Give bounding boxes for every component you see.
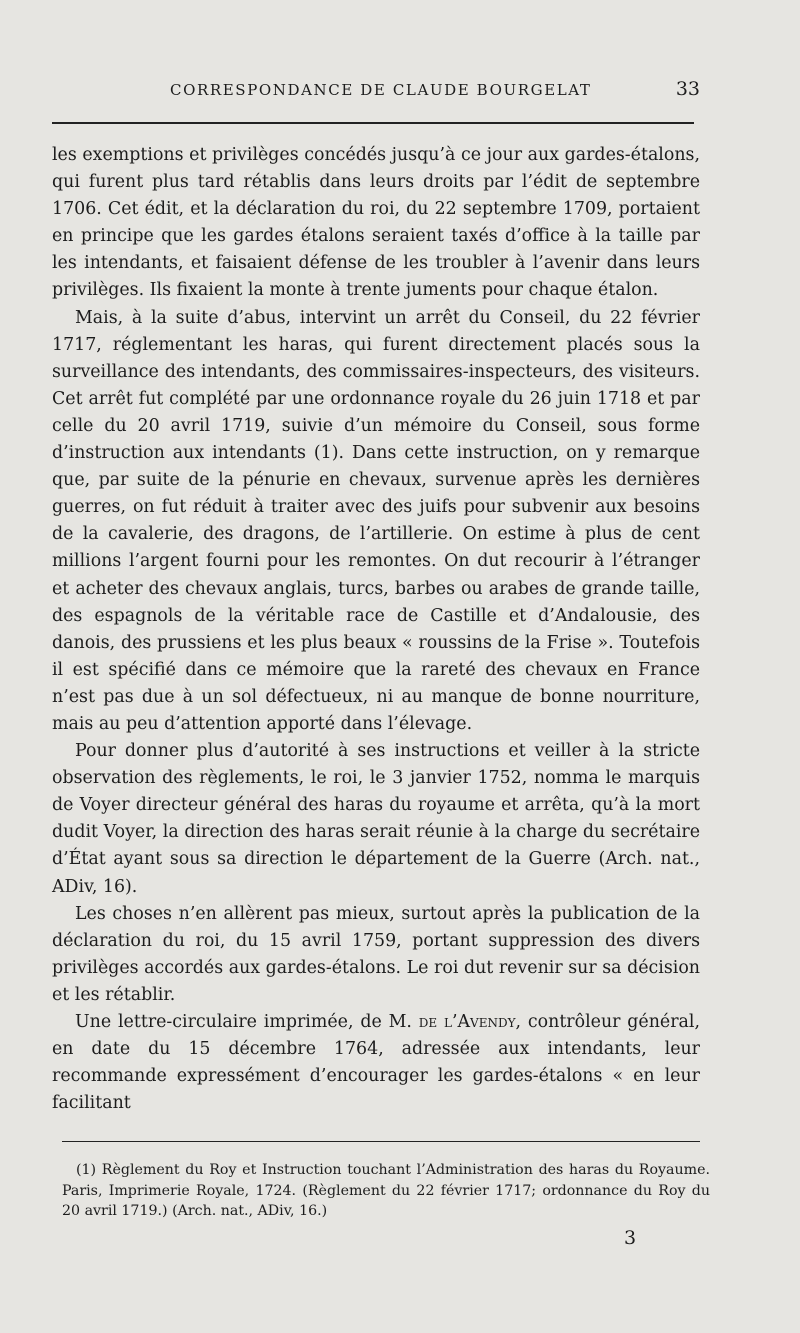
paragraph-text: , contrôleur général, en date du 15 décembre 1764, adressée aux intendants, leur recommande expressément d’encourager les gardes-étalons « en leur facilitant	[52, 1012, 700, 1114]
paragraph-last	[52, 1009, 700, 1117]
footnote-rule	[62, 1141, 700, 1142]
person-name: de l’Avendy	[418, 1012, 516, 1032]
page-number: 33	[675, 78, 700, 100]
header-rule	[52, 122, 694, 124]
paragraph: Mais, à la suite d’abus, intervint un arrêt du Conseil, du 22 février 1717, réglementant les haras, qui furent directement placés sous la surveillance des intendants, des commissaires-inspecteurs, des visiteurs. Cet arrêt fut complété par une ordonnance royale du 26 juin 1718 et par celle du 20 avril 1719, suivie d’un mémoire du Conseil, sous forme d’instruction aux intendants (1). Dans cette instruction, on y remarque que, par suite de la pénurie en chevaux, survenue après les dernières guerres, on fut réduit à traiter avec des juifs pour subvenir aux besoins de la cavalerie, des dragons, de l’artillerie. On estime à plus de cent millions l’argent fourni pour les remontes. On dut recourir à l’étranger et acheter des chevaux anglais, turcs, barbes ou arabes de grande taille, des espagnols de la véritable race de Castille et d’Andalousie, des danois, des prussiens et les plus beaux « roussins de la Frise ». Toutefois il est spécifié dans ce mémoire que la rareté des chevaux en France n’est pas due à un sol défectueux, ni au manque de bonne nourriture, mais au peu d’attention apporté dans l’élevage.	[52, 307, 700, 734]
body-text	[52, 142, 700, 1117]
footnote: (1) Règlement du Roy et Instruction touchant l’Administration des haras du Royaume. Paris, Imprimerie Royale, 1724. (Règlement du 22 février 1717; ordonnance du Roy du 20 avril 1719.) (Arch. nat., ADiv, 16.)	[62, 1162, 710, 1219]
signature-mark: 3	[624, 1227, 637, 1249]
paragraph-text: Une lettre-circulaire imprimée, de M.	[75, 1012, 419, 1032]
paragraph: les exemptions et privilèges concédés jusqu’à ce jour aux gardes-étalons, qui furent plus tard rétablis dans leurs droits par l’édit de septembre 1706. Cet édit, et la déclaration du roi, du 22 septembre 1709, portaient en principe que les gardes étalons seraient taxés d’office à la taille par les intendants, et faisaient défense de les troubler à l’avenir dans leurs privilèges. Ils fixaient la monte à trente juments pour chaque étalon.	[52, 145, 700, 301]
running-title: CORRESPONDANCE DE CLAUDE BOURGELAT	[170, 81, 592, 99]
paragraph: Pour donner plus d’autorité à ses instructions et veiller à la stricte observation des règlements, le roi, le 3 janvier 1752, nomma le marquis de Voyer directeur général des haras du royaume et arrêta, qu’à la mort dudit Voyer, la direction des haras serait réunie à la charge du secrétaire d’État ayant sous sa direction le département de la Guerre (Arch. nat., ADiv, 16).	[52, 741, 700, 897]
paragraph: Les choses n’en allèrent pas mieux, surtout après la publication de la déclaration du roi, du 15 avril 1759, portant suppression des divers privilèges accordés aux gardes-étalons. Le roi dut revenir sur sa décision et les rétablir.	[52, 903, 700, 1005]
page-header	[52, 78, 700, 108]
